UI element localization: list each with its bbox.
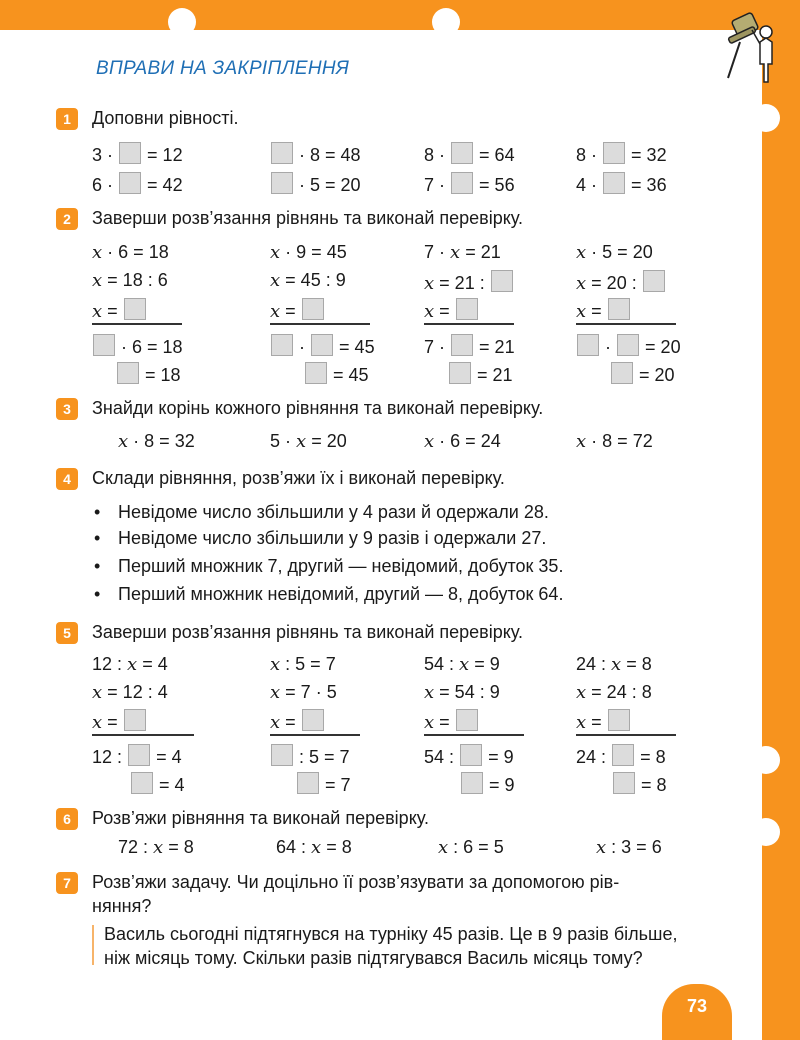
equation: 72 : x = 8 [118, 837, 194, 858]
binder-hole [752, 818, 780, 846]
binder-hole [752, 104, 780, 132]
equation: x · 8 = 32 [118, 431, 195, 452]
divider-line [576, 323, 676, 325]
equation: · = 20 [576, 334, 681, 358]
blank-box[interactable] [612, 744, 634, 766]
binder-hole [168, 8, 196, 36]
blank-box[interactable] [271, 142, 293, 164]
equation: x = [92, 709, 147, 733]
equation: x = 54 : 9 [424, 682, 500, 703]
equation: x : 6 = 5 [438, 837, 504, 858]
divider-line [424, 734, 524, 736]
bullet-marker: • [94, 556, 101, 576]
blank-box[interactable] [311, 334, 333, 356]
blank-box[interactable] [451, 334, 473, 356]
blank-box[interactable] [124, 298, 146, 320]
equation: : 5 = 7 [270, 744, 350, 768]
binder-hole [432, 8, 460, 36]
blank-box[interactable] [603, 172, 625, 194]
exercise-number: 7 [56, 872, 78, 894]
blank-box[interactable] [131, 772, 153, 794]
mascot-icon [716, 8, 780, 91]
equation: = 9 [460, 772, 515, 796]
equation: x = 18 : 6 [92, 270, 168, 291]
equation: = 45 [304, 362, 369, 386]
equation: x = 12 : 4 [92, 682, 168, 703]
blank-box[interactable] [119, 142, 141, 164]
blank-box[interactable] [305, 362, 327, 384]
right-orange-bar [762, 0, 800, 1040]
blank-box[interactable] [613, 772, 635, 794]
blank-box[interactable] [461, 772, 483, 794]
exercise-number: 3 [56, 398, 78, 420]
equation: x = 21 : [424, 270, 514, 294]
equation: x = [270, 298, 325, 322]
blank-box[interactable] [297, 772, 319, 794]
equation: = 21 [448, 362, 513, 386]
blank-box[interactable] [608, 709, 630, 731]
equation: · = 45 [270, 334, 375, 358]
equation: · 5 = 20 [270, 172, 361, 196]
equation: x = [92, 298, 147, 322]
exercise-instruction: Склади рівняння, розв’яжи їх і виконай перевірку. [92, 468, 505, 488]
equation: x = 45 : 9 [270, 270, 346, 291]
equation: 7 · = 56 [424, 172, 515, 196]
equation: x : 5 = 7 [270, 654, 336, 675]
blank-box[interactable] [456, 298, 478, 320]
blank-box[interactable] [577, 334, 599, 356]
exercise-number: 4 [56, 468, 78, 490]
exercise-number: 5 [56, 622, 78, 644]
equation: x = 20 : [576, 270, 666, 294]
bullet-marker: • [94, 584, 101, 604]
equation: 8 · = 64 [424, 142, 515, 166]
divider-line [424, 323, 514, 325]
blank-box[interactable] [460, 744, 482, 766]
equation: x = [424, 298, 479, 322]
bullet-marker: • [94, 528, 101, 548]
equation: 54 : = 9 [424, 744, 514, 768]
exercise-instruction: Заверши розв’язання рівнянь та виконай перевірку. [92, 208, 524, 228]
equation: x · 6 = 24 [424, 431, 501, 452]
equation: x = [576, 298, 631, 322]
equation: x · 8 = 72 [576, 431, 653, 452]
exercise-number: 2 [56, 208, 78, 230]
blank-box[interactable] [451, 142, 473, 164]
exercise-instruction: няння? [92, 896, 152, 916]
divider-line [270, 734, 360, 736]
equation: x · 9 = 45 [270, 242, 347, 263]
blank-box[interactable] [456, 709, 478, 731]
blank-box[interactable] [128, 744, 150, 766]
equation: 8 · = 32 [576, 142, 667, 166]
exercise-instruction: Знайди корінь кожного рівняння та виконай перевірку. [92, 398, 544, 418]
equation: x · 6 = 18 [92, 242, 169, 263]
blank-box[interactable] [302, 298, 324, 320]
page-number: 73 [662, 984, 732, 1040]
problem-marker-bar [92, 925, 94, 965]
equation: x : 3 = 6 [596, 837, 662, 858]
equation: = 4 [130, 772, 185, 796]
equation: 5 · x = 20 [270, 431, 347, 452]
exercise-instruction: Розв’яжи рівняння та виконай перевірку. [92, 808, 429, 828]
list-item: Перший множник невідомий, другий — 8, добуток 64. [118, 584, 564, 604]
equation: 3 · = 12 [92, 142, 183, 166]
divider-line [576, 734, 676, 736]
equation: = 20 [610, 362, 675, 386]
equation: = 7 [296, 772, 351, 796]
blank-box[interactable] [617, 334, 639, 356]
blank-box[interactable] [603, 142, 625, 164]
equation: 12 : = 4 [92, 744, 182, 768]
problem-text: Василь сьогодні підтягнувся на турніку 45 разів. Це в 9 разів більше, [104, 924, 678, 944]
blank-box[interactable] [271, 334, 293, 356]
blank-box[interactable] [302, 709, 324, 731]
equation: = 18 [116, 362, 181, 386]
equation: · 8 = 48 [270, 142, 361, 166]
equation: x = 7 · 5 [270, 682, 337, 703]
list-item: Невідоме число збільшили у 9 разів і одержали 27. [118, 528, 547, 548]
equation: 54 : x = 9 [424, 654, 500, 675]
blank-box[interactable] [124, 709, 146, 731]
blank-box[interactable] [93, 334, 115, 356]
list-item: Невідоме число збільшили у 4 рази й одержали 28. [118, 502, 549, 522]
equation: x = [270, 709, 325, 733]
equation: 7 · = 21 [424, 334, 515, 358]
equation: 12 : x = 4 [92, 654, 168, 675]
blank-box[interactable] [449, 362, 471, 384]
top-orange-bar [0, 0, 800, 30]
equation: 24 : x = 8 [576, 654, 652, 675]
equation: x = [424, 709, 479, 733]
blank-box[interactable] [117, 362, 139, 384]
exercise-number: 1 [56, 108, 78, 130]
blank-box[interactable] [271, 172, 293, 194]
blank-box[interactable] [451, 172, 473, 194]
blank-box[interactable] [611, 362, 633, 384]
divider-line [270, 323, 370, 325]
blank-box[interactable] [608, 298, 630, 320]
exercise-number: 6 [56, 808, 78, 830]
blank-box[interactable] [271, 744, 293, 766]
blank-box[interactable] [643, 270, 665, 292]
equation: 64 : x = 8 [276, 837, 352, 858]
equation: 7 · x = 21 [424, 242, 501, 263]
equation: x = 24 : 8 [576, 682, 652, 703]
divider-line [92, 734, 194, 736]
equation: 4 · = 36 [576, 172, 667, 196]
bullet-marker: • [94, 502, 101, 522]
equation: 6 · = 42 [92, 172, 183, 196]
binder-hole [752, 746, 780, 774]
equation: x · 5 = 20 [576, 242, 653, 263]
section-title: ВПРАВИ НА ЗАКРІПЛЕННЯ [96, 58, 350, 79]
exercise-instruction: Доповни рівності. [92, 108, 239, 128]
list-item: Перший множник 7, другий — невідомий, добуток 35. [118, 556, 564, 576]
blank-box[interactable] [119, 172, 141, 194]
equation: x = [576, 709, 631, 733]
equation: · 6 = 18 [92, 334, 183, 358]
exercise-instruction: Розв’яжи задачу. Чи доцільно її розв’язувати за допомогою рів- [92, 872, 620, 892]
problem-text: ніж місяць тому. Скільки разів підтягувався Василь місяць тому? [104, 948, 643, 968]
equation: = 8 [612, 772, 667, 796]
divider-line [92, 323, 182, 325]
exercise-instruction: Заверши розв’язання рівнянь та виконай перевірку. [92, 622, 524, 642]
blank-box[interactable] [491, 270, 513, 292]
equation: 24 : = 8 [576, 744, 666, 768]
